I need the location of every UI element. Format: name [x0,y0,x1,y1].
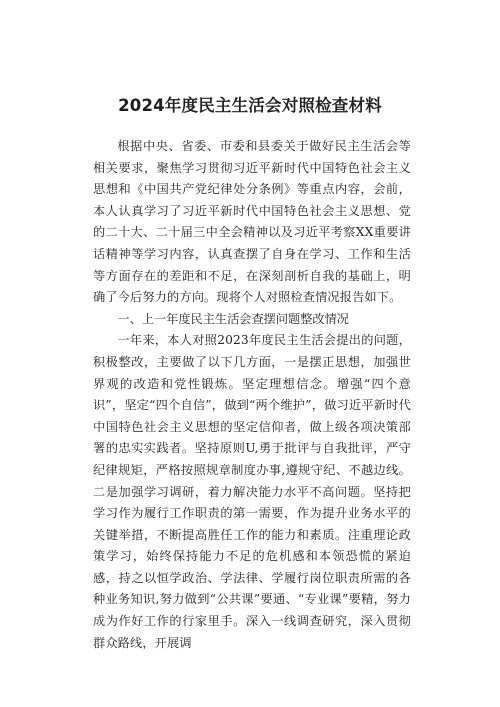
intro-paragraph: 根据中央、省委、市委和县委关于做好民主生活会等相关要求，聚焦学习贯彻习近平新时代中国特色社会主义思想和《中国共产党纪律处分条例》等重点内容，会前，本人认真学习了习近平新时代中国特色社会主义思想、党的二十大、二十届三中全会精神以及习近平考察XX重要讲话精神等学习内容，认真查摆了自身在学习、工作和生活等方面存在的差距和不足，在深刻剖析自我的基础上，明确了今后努力的方向。现将个人对照检查情况报告如下。 [93,139,411,305]
document-body [93,136,411,654]
document-title: 2024年度民主生活会对照检查材料 [118,96,382,115]
section-heading: 一、上一年度民主生活会查摆问题整改情况 [117,311,349,326]
section-paragraph: 一年来，本人对照2023年度民主生活会提出的问题，积极整改，主要做了以下几方面，一是摆正思想，加强世界观的改造和党性锻炼。坚定理想信念。增强“四个意识”，坚定“四个自信”，做到“两个维护”，做习近平新时代中国特色社会主义思想的坚定信仰者，做上级各项决策部署的忠实实践者。坚持原则U,勇于批评与自我批评，严守纪律规矩，严格按照规章制度办事,遵规守纪、不越边线。二是加强学习调研，着力解决能力水平不高问题。坚持把学习作为履行工作职责的第一需要，作为提升业务水平的关键举措，不断提高胜任工作的能力和素质。注重理论政策学习，始终保持能力不足的危机感和本领恐慌的紧迫感，持之以恒学政治、学法律、学履行岗位职责所需的各种业务知识,努力做到“公共课”要通、“专业课”要精，努力成为作好工作的行家里手。深入一线调查研究，深入贯彻群众路线，开展调 [93,333,411,650]
